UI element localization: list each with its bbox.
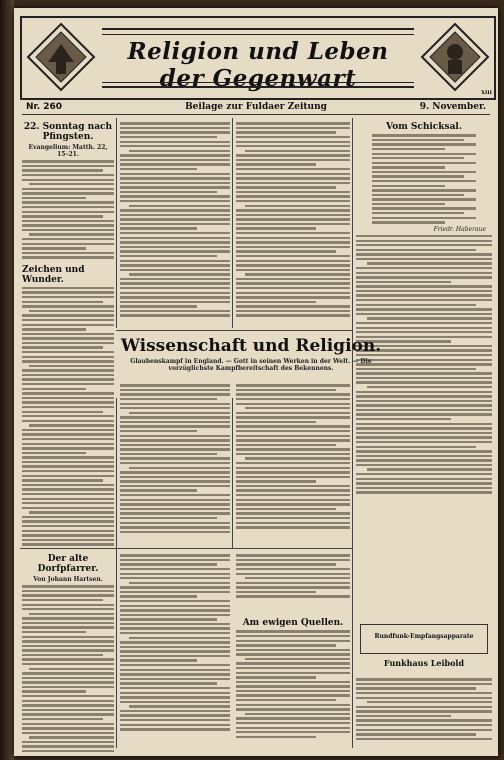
column-6 (236, 382, 350, 546)
article-body (22, 585, 114, 752)
article-body (236, 384, 350, 546)
article-body (356, 676, 492, 746)
article-body (22, 160, 114, 546)
article-title: Am ewigen Quellen. (242, 618, 344, 629)
column-1 (22, 120, 114, 546)
feature-title: Wissenschaft und Religion. (120, 336, 382, 356)
article-body (120, 122, 230, 328)
section-rule (116, 330, 352, 331)
article-title: Vom Schicksal. (386, 122, 462, 132)
article-subtitle: Von Johann Hartsen. (33, 576, 103, 583)
masthead-rule-top (102, 28, 414, 35)
article-body (236, 554, 350, 614)
column-7 (22, 552, 114, 752)
column-rule (116, 118, 117, 328)
dateline (22, 102, 490, 115)
column-4 (356, 120, 492, 746)
feature-subtitle: Glaubenskampf in England. — Gott in seinen Werken in der Welt. — Die vorzüglichste Kampfbereitschaft des Bekennens. (130, 358, 372, 372)
column-5 (120, 382, 230, 546)
masthead-rule-bottom (102, 82, 414, 88)
poem-body (356, 134, 492, 223)
author-signature: Friedr. Haberaue (433, 225, 486, 233)
column-rule (116, 398, 117, 748)
masthead-emblem-left-icon (26, 22, 96, 92)
supplement-label: Beilage zur Fuldaer Zeitung (185, 102, 327, 112)
column-rule (352, 118, 353, 748)
column-rule (232, 398, 233, 548)
column-8 (120, 552, 230, 752)
issue-date: 9. November. (419, 102, 486, 112)
column-3 (236, 120, 350, 328)
masthead (20, 16, 496, 100)
article-body (236, 122, 350, 328)
issue-number: Nr. 260 (26, 102, 63, 112)
newspaper-page (14, 8, 498, 756)
article-body (120, 384, 230, 546)
advertisement-text: Rundfunk-Empfangsapparate (374, 633, 474, 640)
masthead-emblem-right-icon (420, 22, 490, 92)
article-title: Zeichen und Wunder. (22, 264, 85, 285)
article-body (120, 554, 230, 752)
article-title: Der alte Dorfpfarrer. (37, 554, 99, 574)
article-body (236, 630, 350, 752)
masthead-title: Religion und Leben der Gegenwart (127, 38, 389, 92)
column-rule (232, 118, 233, 328)
article-title: 22. Sonntag nach Pfingsten. (23, 122, 113, 142)
column-2 (120, 120, 230, 328)
advertisement-title: Funkhaus Leibold (383, 658, 465, 668)
column-9 (236, 552, 350, 752)
section-rule (20, 548, 352, 549)
advertisement-box (360, 624, 488, 654)
article-subtitle: Evangelium: Matth. 22, 15–21. (28, 144, 108, 158)
book-spine (0, 0, 14, 760)
masthead-corner-mark: XIII (481, 90, 492, 96)
